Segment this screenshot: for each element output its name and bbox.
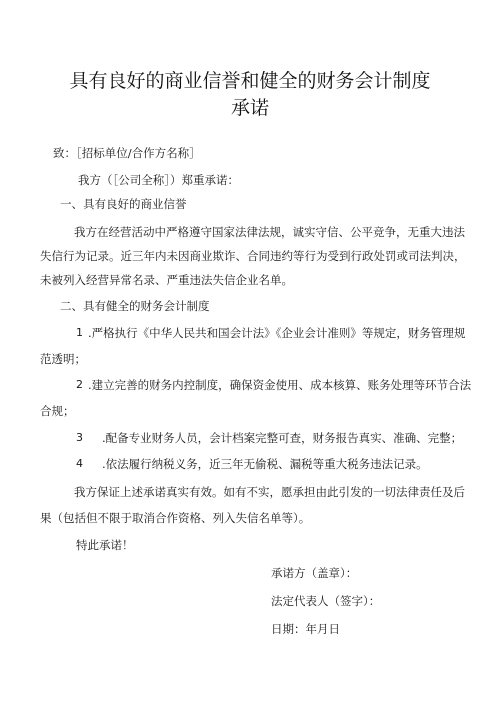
guarantee-line-2: 果（包括但不限于取消合作资格、列入失信名单等）。 <box>40 511 311 525</box>
list-item-1-line-1: .严格执行《中华人民共和国会计法》《企业会计准则》等规定，财务管理规 <box>88 326 466 340</box>
addressee-line: 致：［招标单位/合作方名称］ <box>53 146 201 160</box>
section-1-paragraph-line-1: 我方在经营活动中严格遵守国家法律法规，诚实守信、公平竞争，无重大违法 <box>74 225 465 239</box>
signature-legal-representative: 法定代表人（签字）： <box>271 594 381 608</box>
signature-date: 日期：年月日 <box>271 622 340 636</box>
list-item-2-line-2: 合规； <box>40 404 75 418</box>
list-item-1-number: 1 <box>76 326 83 339</box>
list-item-2-number: 2 <box>76 378 83 391</box>
document-title-line-1: 具有良好的商业信誉和健全的财务会计制度 <box>69 70 431 92</box>
guarantee-line-1: 我方保证上述承诺真实有效。如有不实，愿承担由此引发的一切法律责任及后 <box>74 485 465 499</box>
list-item-2-line-1: .建立完善的财务内控制度，确保资金使用、成本核算、账务处理等环节合法 <box>88 378 472 392</box>
list-item-4-number: 4 <box>76 457 83 470</box>
closing-line: 特此承诺！ <box>76 538 134 552</box>
intro-line: 我方（［公司全称］）郑重承诺： <box>78 173 239 187</box>
section-1-paragraph-line-3: 未被列入经营异常名录、严重违法失信企业名单。 <box>40 273 293 287</box>
list-item-3-line-1: .配备专业财务人员，会计档案完整可查，财务报告真实、准确、完整； <box>102 431 463 445</box>
list-item-1-line-2: 范透明； <box>40 352 86 366</box>
list-item-4-line-1: .依法履行纳税义务，近三年无偷税、漏税等重大税务违法记录。 <box>102 457 428 471</box>
signature-promisor: 承诺方（盖章）： <box>271 566 358 580</box>
section-1-paragraph-line-2: 失信行为记录。近三年内未因商业欺诈、合同违约等行为受到行政处罚或司法判决， <box>40 249 466 263</box>
document-title-line-2: 承诺 <box>230 97 269 119</box>
list-item-3-number: 3 <box>76 431 83 444</box>
section-1-heading: 一、具有良好的商业信誉 <box>60 197 187 211</box>
section-2-heading: 二、具有健全的财务会计制度 <box>60 299 210 313</box>
